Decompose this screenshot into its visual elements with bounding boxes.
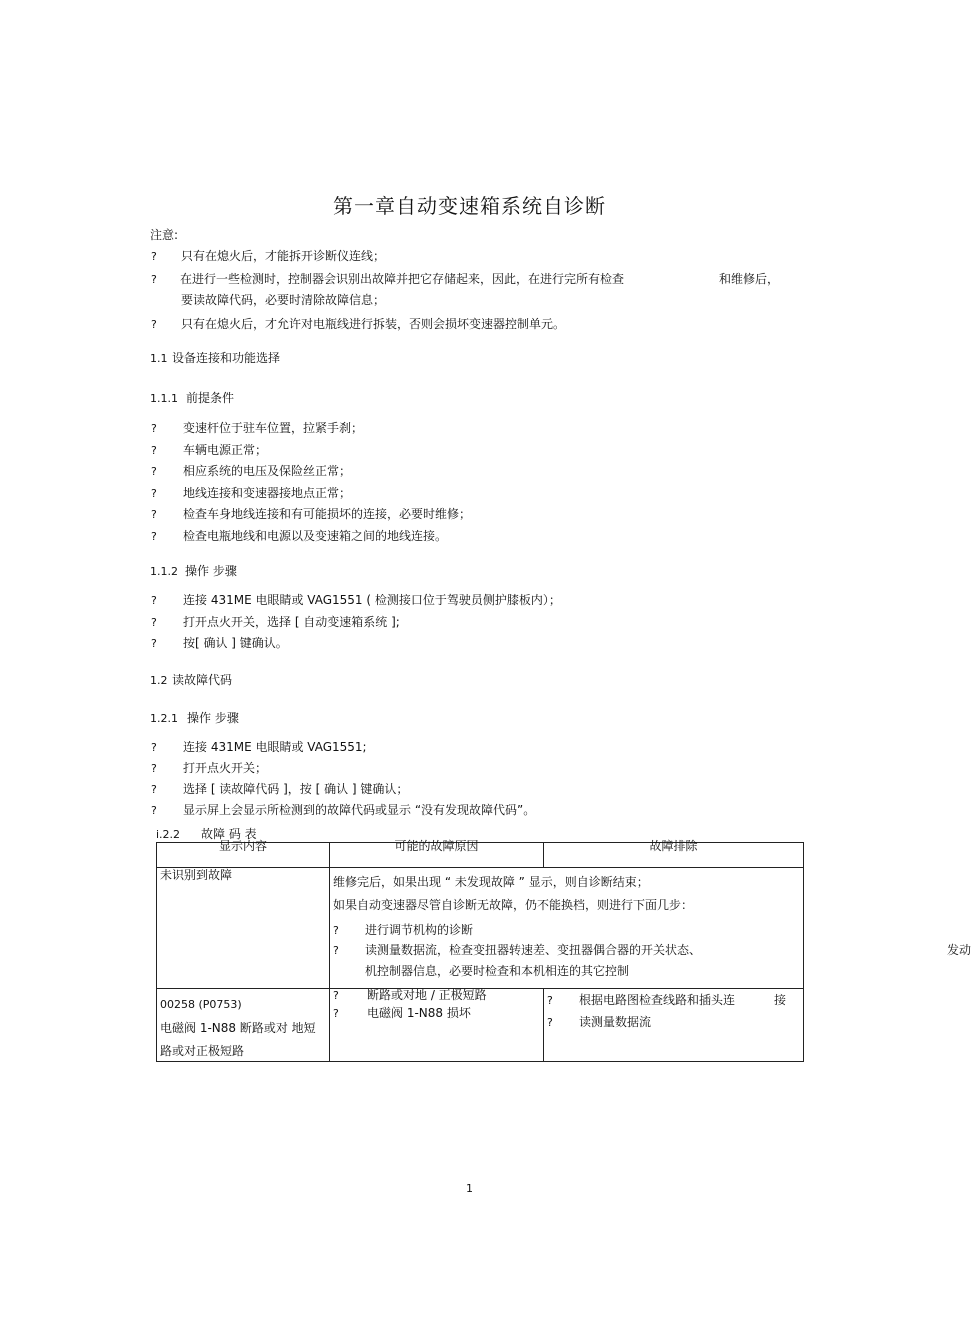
bullet-marker: ? xyxy=(151,530,157,543)
bullet-marker: ? xyxy=(151,422,157,435)
bullet-marker: ? xyxy=(151,616,157,629)
section-number: 1.1 xyxy=(150,352,168,365)
list-item: 变速杆位于驻车位置，拉紧手刹； xyxy=(183,421,364,435)
cell-line: 读测量数据流 xyxy=(579,1015,652,1029)
table-row xyxy=(157,868,804,989)
bullet-marker: ? xyxy=(333,944,339,957)
bullet-marker: ? xyxy=(151,762,157,775)
table-cell xyxy=(157,868,330,989)
bullet-marker: ? xyxy=(151,273,157,286)
cell-line: 读测量数据流，检查变扭器转速差、变扭器偶合器的开关状态、 xyxy=(365,943,702,957)
cell-line: 发动 xyxy=(947,943,971,957)
bullet-marker: ? xyxy=(333,924,339,937)
fault-description-cont: 路或对正极短路 xyxy=(160,1044,245,1058)
section-number: 1.1.1 xyxy=(150,392,178,405)
cell-line: 维修完后，如果出现 “ 未发现故障 ” 显示，则自诊断结束； xyxy=(333,875,649,889)
cell-line: 接 xyxy=(774,993,787,1007)
bullet-marker: ? xyxy=(547,994,553,1007)
bullet-marker: ? xyxy=(151,487,157,500)
section-number: i.2.2 xyxy=(156,828,181,841)
section-number: 1.2 xyxy=(150,674,168,687)
bullet-marker: ? xyxy=(151,637,157,650)
list-item: 选择 [ 读故障代码 ]，按 [ 确认 ] 键确认； xyxy=(183,782,409,796)
cell-line: 进行调节机构的诊断 xyxy=(365,923,474,937)
table-cell xyxy=(544,989,804,1062)
table-header xyxy=(157,839,330,868)
page-title: 第一章自动变速箱系统自诊断 xyxy=(333,194,606,218)
section-title: 故障 码 表 xyxy=(201,827,257,841)
bullet-marker: ? xyxy=(333,1007,339,1020)
table-header-row xyxy=(157,843,804,868)
section-title: 设备连接和功能选择 xyxy=(172,351,281,365)
header-cause: 可能的故障原因 xyxy=(394,839,479,853)
cell-display: 未识别到故障 xyxy=(160,868,233,882)
table-row xyxy=(157,989,804,1062)
cell-line: 断路或对地 / 正极短路 xyxy=(367,988,487,1002)
table-cell xyxy=(157,989,330,1062)
bullet-marker: ? xyxy=(151,783,157,796)
note-item: 只有在熄火后，才能拆开诊断仪连线； xyxy=(181,249,386,263)
list-item: 地线连接和变速器接地点正常； xyxy=(183,486,352,500)
list-item: 检查车身地线连接和有可能损坏的连接，必要时维修； xyxy=(183,507,472,521)
list-item: 相应系统的电压及保险丝正常； xyxy=(183,464,352,478)
section-number: 1.1.2 xyxy=(150,565,178,578)
section-title: 操作 步骤 xyxy=(187,711,239,725)
fault-code-table xyxy=(156,839,971,1062)
table-cell xyxy=(330,868,971,989)
list-item: 打开点火开关，选择 [ 自动变速箱系统 ]; xyxy=(183,615,400,629)
bullet-marker: ? xyxy=(151,250,157,263)
note-item-cont: 要读故障代码，必要时清除故障信息； xyxy=(181,293,386,307)
section-title: 读故障代码 xyxy=(172,673,233,687)
bullet-marker: ? xyxy=(151,465,157,478)
bullet-marker: ? xyxy=(151,594,157,607)
section-title: 操作 步骤 xyxy=(185,564,237,578)
cell-line: 机控制器信息，必要时检查和本机相连的其它控制 xyxy=(365,964,630,978)
list-item: 按[ 确认 ] 键确认。 xyxy=(183,636,288,650)
list-item: 连接 431ME 电眼睛或 VAG1551 ( 检测接口位于驾驶员侧护膝板内）； xyxy=(183,593,561,607)
cell-line: 电磁阀 1-N88 损坏 xyxy=(367,1006,471,1020)
cell-line: 如果自动变速器尽管自诊断无故障，仍不能换档，则进行下面几步： xyxy=(333,898,694,912)
bullet-marker: ? xyxy=(151,444,157,457)
table-header xyxy=(330,839,544,868)
list-item: 打开点火开关； xyxy=(183,761,268,775)
page-number: 1 xyxy=(466,1182,473,1195)
bullet-marker: ? xyxy=(547,1016,553,1029)
section-number: 1.2.1 xyxy=(150,712,178,725)
bullet-marker: ? xyxy=(151,318,157,331)
cell-line: 根据电路图检查线路和插头连 xyxy=(579,993,736,1007)
note-item: 只有在熄火后，才允许对电瓶线进行拆装，否则会损坏变速器控制单元。 xyxy=(181,317,566,331)
fault-description: 电磁阀 1-N88 断路或对 地短 xyxy=(160,1021,316,1035)
note-item-cont: 和维修后， xyxy=(719,272,780,286)
header-remedy: 故障排除 xyxy=(649,839,698,853)
bullet-marker: ? xyxy=(333,989,339,1002)
list-item: 连接 431ME 电眼睛或 VAG1551; xyxy=(183,740,367,754)
note-label: 注意: xyxy=(150,228,179,242)
bullet-marker: ? xyxy=(151,804,157,817)
fault-code: 00258 (P0753) xyxy=(160,998,242,1011)
list-item: 检查电瓶地线和电源以及变速箱之间的地线连接。 xyxy=(183,529,448,543)
bullet-marker: ? xyxy=(151,741,157,754)
section-title: 前提条件 xyxy=(186,391,235,405)
list-item: 显示屏上会显示所检测到的故障代码或显示 “没有发现故障代码”。 xyxy=(183,803,536,817)
list-item: 车辆电源正常； xyxy=(183,443,268,457)
header-display: 显示内容 xyxy=(218,839,267,853)
table-cell xyxy=(330,989,544,1062)
bullet-marker: ? xyxy=(151,508,157,521)
note-item: 在进行一些检测时，控制器会识别出故障并把它存储起来，因此，在进行完所有检查 xyxy=(180,272,625,286)
table-header xyxy=(544,839,804,868)
